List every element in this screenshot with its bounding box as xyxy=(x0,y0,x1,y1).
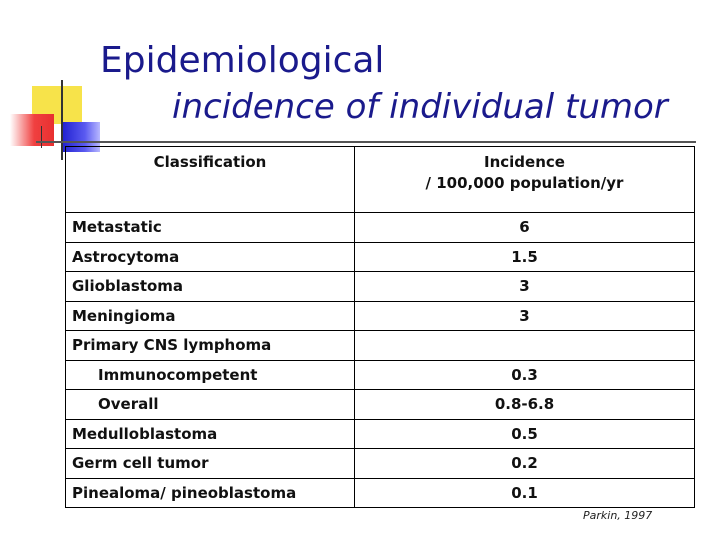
table-row xyxy=(66,478,695,508)
header-incidence-line1: Incidence xyxy=(484,153,565,171)
row-value: 0.5 xyxy=(355,419,695,449)
slide-title-line2: incidence of individual tumor xyxy=(172,87,668,127)
table-row xyxy=(66,390,695,420)
row-label: Primary CNS lymphoma xyxy=(66,331,355,361)
header-classification: Classification xyxy=(66,147,355,213)
row-value: 0.2 xyxy=(355,449,695,479)
row-label: Meningioma xyxy=(66,301,355,331)
row-value xyxy=(355,331,695,361)
table-row xyxy=(66,242,695,272)
row-label: Medulloblastoma xyxy=(66,419,355,449)
title-divider-line xyxy=(36,141,696,143)
source-credit: Parkin, 1997 xyxy=(583,509,653,522)
table-row xyxy=(66,419,695,449)
row-label: Pinealoma/ pineoblastoma xyxy=(66,478,355,508)
row-value: 3 xyxy=(355,272,695,302)
table-header-row xyxy=(66,147,695,213)
header-incidence-line2: / 100,000 population/yr xyxy=(425,174,624,192)
table-row xyxy=(66,301,695,331)
header-incidence xyxy=(355,147,695,213)
incidence-table xyxy=(65,146,695,508)
row-label: Metastatic xyxy=(66,213,355,243)
decor-vertical-line xyxy=(61,80,63,160)
row-value: 0.8-6.8 xyxy=(355,390,695,420)
row-label: Glioblastoma xyxy=(66,272,355,302)
row-label-text: Immunocompetent xyxy=(98,365,258,384)
table-row xyxy=(66,213,695,243)
table-row xyxy=(66,272,695,302)
row-label-indented xyxy=(66,360,355,390)
row-value: 6 xyxy=(355,213,695,243)
row-value: 0.3 xyxy=(355,360,695,390)
row-label: Astrocytoma xyxy=(66,242,355,272)
row-label-indented xyxy=(66,390,355,420)
table-row xyxy=(66,449,695,479)
row-label-text: Overall xyxy=(98,395,159,414)
row-label: Germ cell tumor xyxy=(66,449,355,479)
slide-title-line1: Epidemiological xyxy=(100,40,385,81)
table-row xyxy=(66,360,695,390)
row-value: 3 xyxy=(355,301,695,331)
table-row xyxy=(66,331,695,361)
row-value: 1.5 xyxy=(355,242,695,272)
row-value: 0.1 xyxy=(355,478,695,508)
decor-vertical-line-small xyxy=(41,126,42,148)
